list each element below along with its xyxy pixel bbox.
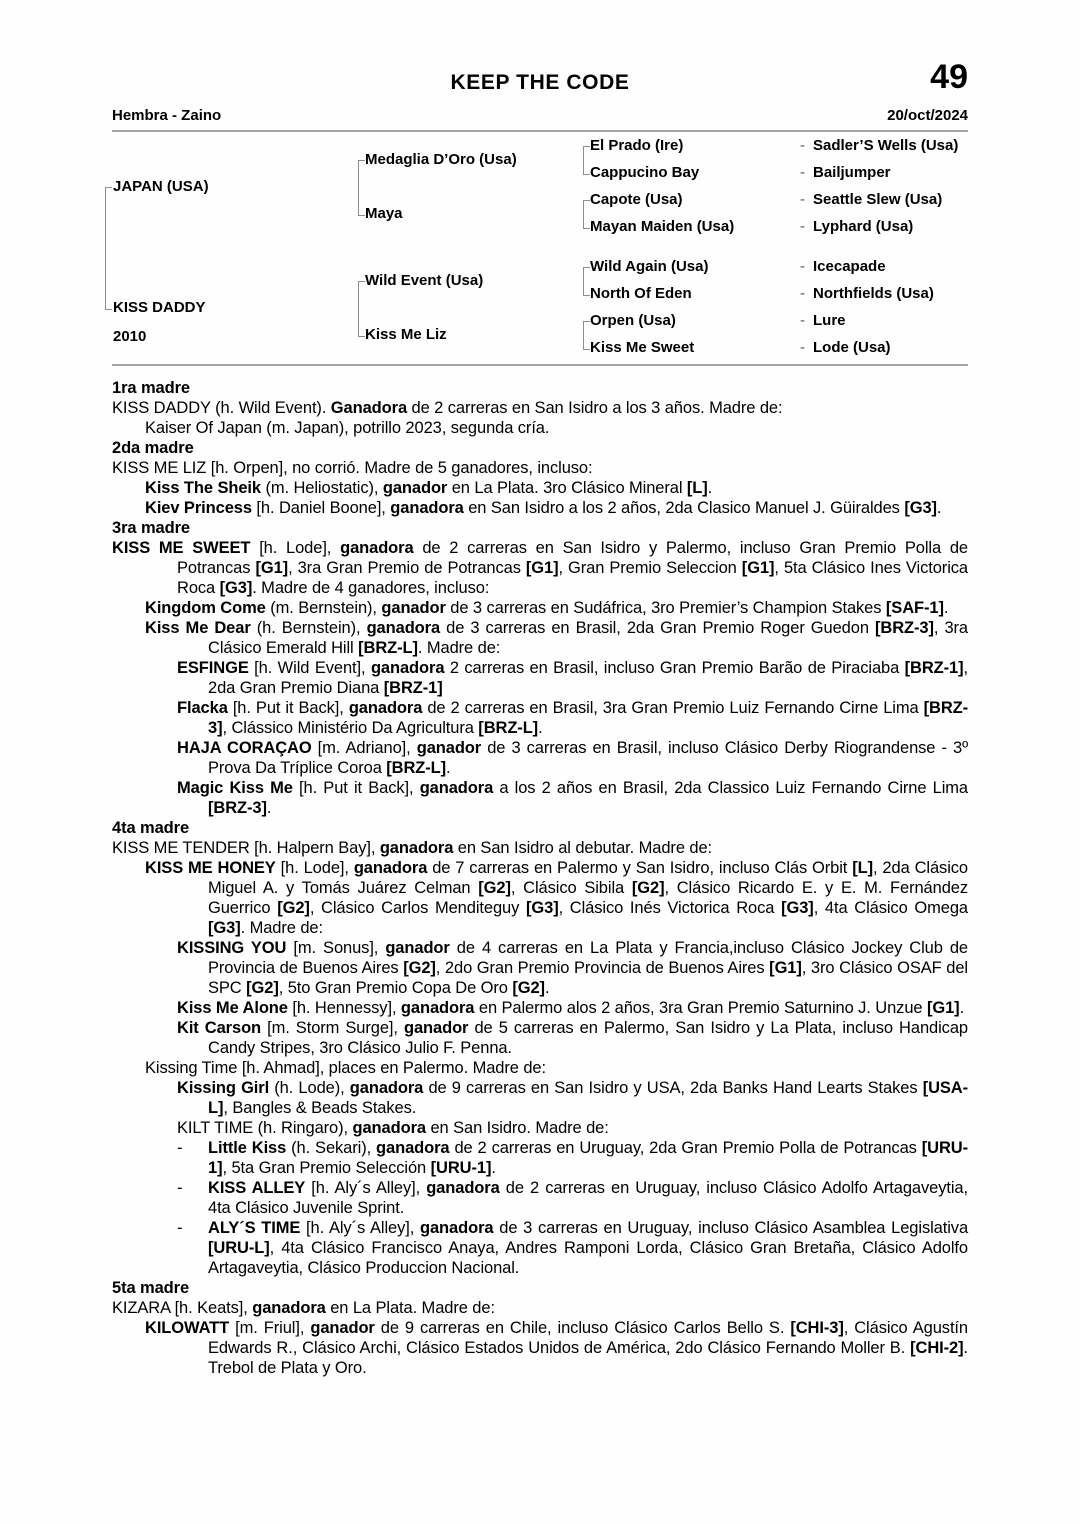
tree-connector-dash: - xyxy=(800,312,805,329)
text-run: , Clásico Agustín Edwards R., Clásico Archi, Clásico Estados Unidos de América, 2do Clásico Fernando Moller B. xyxy=(208,1319,968,1357)
bold-run: Flacka xyxy=(177,699,228,717)
text-run: , Gran Premio Seleccion xyxy=(558,559,742,577)
note-paragraph xyxy=(112,1318,968,1378)
pedigree-notes xyxy=(112,378,968,1378)
bold-run: [G3] xyxy=(525,899,559,917)
text-run: [h. Put it Back], xyxy=(292,779,420,797)
note-paragraph xyxy=(112,398,968,418)
text-run: . xyxy=(446,759,451,777)
text-run: [h. Lode], xyxy=(275,859,354,877)
note-paragraph xyxy=(112,998,968,1018)
subject-year: 2010 xyxy=(113,328,147,345)
bold-run: [G1] xyxy=(255,559,289,577)
bold-run: KILOWATT xyxy=(145,1319,230,1337)
ancestor-entry xyxy=(800,312,846,330)
bold-run: [BRZ-L] xyxy=(386,759,447,777)
text-run: , Clásico Ricardo E. y E. M. Fernández Guerrico xyxy=(208,879,968,917)
bold-run: ganadora xyxy=(349,1079,424,1097)
bold-run: Kiss Me Dear xyxy=(145,619,251,637)
bold-run: Magic Kiss Me xyxy=(177,779,293,797)
ancestor-entry xyxy=(800,285,934,303)
text-run: de 9 carreras en Chile, incluso Clásico Carlos Bello S. xyxy=(374,1319,791,1337)
bold-run: [BRZ-L] xyxy=(478,719,539,737)
bold-run: [G2] xyxy=(277,899,310,917)
sire-name: JAPAN (USA) xyxy=(113,178,209,195)
bold-run: KISS ALLEY xyxy=(208,1179,306,1197)
text-run: de 2 carreras en Brasil, 3ra Gran Premio Luiz Fernando Cirne Lima xyxy=(422,699,924,717)
note-paragraph xyxy=(112,1178,968,1218)
note-paragraph xyxy=(112,838,968,858)
text-run: [h. Aly´s Alley], xyxy=(300,1219,420,1237)
bold-run: ganador xyxy=(385,939,450,957)
text-run: de 2 carreras en San Isidro a los 3 años. Madre de: xyxy=(407,399,783,417)
text-run: (m. Heliostatic), xyxy=(260,479,383,497)
bold-run: [G1] xyxy=(926,999,960,1017)
text-run: , 5ta Clásico Ines Victorica Roca xyxy=(177,559,968,597)
note-paragraph xyxy=(112,658,968,698)
text-run: de 5 carreras en Palermo, San Isidro y La Plata, incluso Handicap Candy Stripes, 3ro Clásico Julio F. Penna. xyxy=(208,1019,968,1057)
note-paragraph xyxy=(112,738,968,778)
bold-run: ganadora xyxy=(400,999,475,1017)
ancestor-name: Kiss Me Sweet xyxy=(590,339,695,356)
text-run: de 2 carreras en Uruguay, 2da Gran Premio Polla de Potrancas xyxy=(449,1139,922,1157)
note-paragraph xyxy=(112,618,968,658)
text-run: , 2da Clásico Miguel A. y Tomás Juárez Celman xyxy=(208,859,968,897)
ancestor-name: North Of Eden xyxy=(590,285,692,302)
bold-run: ganadora xyxy=(366,619,441,637)
text-run: en La Plata. 3ro Clásico Mineral xyxy=(447,479,687,497)
text-run: . xyxy=(707,479,713,497)
bold-run: ganadora xyxy=(390,499,464,517)
bold-run: [BRZ-1] xyxy=(904,659,964,677)
bold-run: Kissing Girl xyxy=(177,1079,270,1097)
bold-run: [SAF-1] xyxy=(885,599,944,617)
ancestor-name: Lyphard (Usa) xyxy=(813,218,914,235)
bracket-line xyxy=(583,321,590,350)
bold-run: Kingdom Come xyxy=(145,599,266,617)
text-run: [h. Lode], xyxy=(250,539,341,557)
bold-run: [L] xyxy=(852,859,874,877)
text-run: de 3 carreras en Brasil, incluso Clásico Derby Riograndense - 3º Prova Da Tríplice Coroa xyxy=(208,739,968,777)
note-paragraph xyxy=(112,498,968,518)
text-run: KISS ME TENDER [h. Halpern Bay], xyxy=(112,839,380,857)
note-paragraph xyxy=(112,478,968,498)
ancestor-name: Kiss Me Liz xyxy=(365,326,447,343)
text-run: (m. Bernstein), xyxy=(265,599,382,617)
text-run: , 2da Gran Premio Diana xyxy=(208,659,968,697)
text-run: de 3 carreras en Sudáfrica, 3ro Premier’s Champion Stakes xyxy=(445,599,886,617)
page-title: KEEP THE CODE xyxy=(450,71,630,94)
bold-run: KISS ME HONEY xyxy=(145,859,276,877)
ancestor-name: Wild Again (Usa) xyxy=(590,258,709,275)
ancestor-name: Mayan Maiden (Usa) xyxy=(590,218,735,235)
text-run: , 5ta Gran Premio Selección xyxy=(222,1159,431,1177)
bracket-line xyxy=(358,160,365,216)
text-run: . xyxy=(959,999,965,1017)
bold-run: [USA-L] xyxy=(208,1079,969,1117)
section-heading: 1ra madre xyxy=(112,379,190,397)
bold-run: KISSING YOU xyxy=(177,939,287,957)
text-run: en Palermo alos 2 años, 3ra Gran Premio Saturnino J. Unzue xyxy=(474,999,927,1017)
text-run: de 3 carreras en Brasil, 2da Gran Premio Roger Guedon xyxy=(440,619,876,637)
ancestor-name: Northfields (Usa) xyxy=(813,285,934,302)
bold-run: [URU-1] xyxy=(430,1159,492,1177)
ancestor-name: El Prado (Ire) xyxy=(590,137,684,154)
ancestor-name: Orpen (Usa) xyxy=(590,312,676,329)
text-run: . xyxy=(943,599,949,617)
text-run: . xyxy=(266,799,272,817)
text-run: KIZARA [h. Keats], xyxy=(112,1299,253,1317)
bold-run: [G1] xyxy=(525,559,559,577)
text-run: en La Plata. Madre de: xyxy=(325,1299,495,1317)
bold-run: Little Kiss xyxy=(208,1139,287,1157)
ancestor-name: Capote (Usa) xyxy=(590,191,683,208)
bold-run: ganadora xyxy=(352,1119,426,1137)
bold-run: [G2] xyxy=(631,879,665,897)
section-heading: 2da madre xyxy=(112,439,194,457)
bold-run: [BRZ-3] xyxy=(208,699,969,737)
dash-bullet: - xyxy=(177,1139,183,1157)
text-run: a los 2 años en Brasil, 2da Classico Luiz Fernando Cirne Lima xyxy=(493,779,968,797)
section-heading: 4ta madre xyxy=(112,819,190,837)
note-paragraph xyxy=(112,1298,968,1318)
text-run: . xyxy=(538,719,543,737)
text-run: . Madre de: xyxy=(240,919,323,937)
note-paragraph xyxy=(112,778,968,818)
text-run: de 7 carreras en Palermo y San Isidro, incluso Clás Orbit xyxy=(427,859,853,877)
bracket-line xyxy=(583,267,590,296)
bold-run: Kit Carson xyxy=(177,1019,262,1037)
ancestor-name: Medaglia D’Oro (Usa) xyxy=(365,151,517,168)
ancestor-name: Icecapade xyxy=(813,258,886,275)
text-run: . xyxy=(936,499,942,517)
text-run: en San Isidro. Madre de: xyxy=(425,1119,609,1137)
note-paragraph xyxy=(112,458,968,478)
note-paragraph xyxy=(112,938,968,998)
bold-run: ganador xyxy=(403,1019,469,1037)
ancestor-entry xyxy=(800,339,891,357)
note-paragraph xyxy=(112,1058,968,1078)
text-run: de 2 carreras en San Isidro y Palermo, incluso Gran Premio Polla de Potrancas xyxy=(177,539,968,577)
bold-run: Ganadora xyxy=(330,399,408,417)
dash-bullet: - xyxy=(177,1219,183,1237)
text-run: KILT TIME (h. Ringaro), xyxy=(177,1119,353,1137)
note-paragraph xyxy=(112,1018,968,1058)
bold-run: ganadora xyxy=(348,699,423,717)
text-run: (h. Sekari), xyxy=(286,1139,377,1157)
bold-run: [G1] xyxy=(769,959,802,977)
text-run: , Bangles & Beads Stakes. xyxy=(223,1099,417,1117)
dash-bullet: - xyxy=(177,1179,183,1197)
text-run: [h. Daniel Boone], xyxy=(251,499,391,517)
pedigree-tree xyxy=(0,0,1080,370)
note-paragraph xyxy=(112,1118,968,1138)
bold-run: ganadora xyxy=(340,539,414,557)
bold-run: ganadora xyxy=(376,1139,450,1157)
bold-run: [G3] xyxy=(781,899,814,917)
text-run: [m. Adriano], xyxy=(311,739,417,757)
bold-run: ganadora xyxy=(379,839,454,857)
tree-bottom-rule xyxy=(112,364,968,366)
page-number: 49 xyxy=(930,58,968,96)
text-run: , 3ra Gran Premio de Potrancas xyxy=(288,559,526,577)
text-run: . Madre de: xyxy=(417,639,501,657)
text-run: , 4ta Clásico Francisco Anaya, Andres Ramponi Lorda, Clásico Gran Bretaña, Clásico Adolfo Artagaveytia, Clásico Produccion Nacional. xyxy=(208,1239,968,1277)
text-run: (h. Lode), xyxy=(269,1079,350,1097)
section-heading: 5ta madre xyxy=(112,1279,190,1297)
bold-run: [G2] xyxy=(512,979,545,997)
text-run: . Trebol de Plata y Oro. xyxy=(208,1339,968,1377)
text-run: , 2do Gran Premio Provincia de Buenos Aires xyxy=(435,959,770,977)
text-run: Kaiser Of Japan (m. Japan), potrillo 2023, segunda cría. xyxy=(145,419,550,437)
note-paragraph xyxy=(112,1078,968,1118)
bold-run: [BRZ-1] xyxy=(383,679,443,697)
tree-connector-dash: - xyxy=(800,285,805,302)
bold-run: [CHI-3] xyxy=(790,1319,844,1337)
bold-run: ganadora xyxy=(419,779,494,797)
bracket-line xyxy=(105,187,112,310)
catalog-date: 20/oct/2024 xyxy=(887,107,968,124)
bold-run: ganadora xyxy=(370,659,445,677)
bold-run: ganadora xyxy=(353,859,428,877)
tree-connector-dash: - xyxy=(800,218,805,235)
text-run: , Clássico Ministério Da Agricultura xyxy=(222,719,479,737)
tree-connector-dash: - xyxy=(800,258,805,275)
note-paragraph xyxy=(112,698,968,738)
text-run: [m. Sonus], xyxy=(286,939,386,957)
note-paragraph xyxy=(112,418,968,438)
text-run: [h. Hennessy], xyxy=(287,999,401,1017)
text-run: Kissing Time [h. Ahmad], places en Palermo. Madre de: xyxy=(145,1059,546,1077)
bold-run: Kiev Princess xyxy=(145,499,252,517)
bold-run: [BRZ-3] xyxy=(875,619,934,637)
bold-run: [CHI-2] xyxy=(910,1339,964,1357)
ancestor-name: Lode (Usa) xyxy=(813,339,891,356)
bold-run: [G3] xyxy=(208,919,241,937)
text-run: de 2 carreras en Uruguay, incluso Clásico Adolfo Artagaveytia, 4ta Clásico Juvenile Sprint. xyxy=(208,1179,968,1217)
text-run: de 3 carreras en Uruguay, incluso Clásico Asamblea Legislativa xyxy=(493,1219,969,1237)
text-run: [m. Storm Surge], xyxy=(261,1019,404,1037)
bold-run: ALY´S TIME xyxy=(208,1219,301,1237)
tree-connector-dash: - xyxy=(800,339,805,356)
text-run: , Clásico Carlos Menditeguy xyxy=(309,899,526,917)
ancestor-name: Maya xyxy=(365,205,403,222)
bold-run: [G2] xyxy=(246,979,279,997)
text-run: , Clásico Inés Victorica Roca xyxy=(558,899,782,917)
bracket-line xyxy=(358,281,365,337)
bold-run: [G2] xyxy=(478,879,511,897)
text-run: 2 carreras en Brasil, incluso Gran Premio Barão de Piraciaba xyxy=(444,659,905,677)
text-run: KISS ME LIZ [h. Orpen], no corrió. Madre de 5 ganadores, incluso: xyxy=(112,459,593,477)
bold-run: Kiss The Sheik xyxy=(145,479,261,497)
bold-run: ESFINGE xyxy=(177,659,249,677)
sex-coat-label: Hembra - Zaino xyxy=(112,107,222,124)
text-run: [h. Wild Event], xyxy=(248,659,371,677)
bold-run: Kiss Me Alone xyxy=(177,999,288,1017)
bold-run: [BRZ-3] xyxy=(208,799,267,817)
section-heading: 3ra madre xyxy=(112,519,190,537)
text-run: [h. Put it Back], xyxy=(227,699,349,717)
bold-run: [G1] xyxy=(741,559,775,577)
note-paragraph xyxy=(112,538,968,598)
bracket-line xyxy=(583,146,590,175)
text-run: en San Isidro a los 2 años, 2da Clasico Manuel J. Güiraldes xyxy=(463,499,905,517)
ancestor-name: Bailjumper xyxy=(813,164,891,181)
tree-connector-dash: - xyxy=(800,191,805,208)
text-run: en San Isidro al debutar. Madre de: xyxy=(453,839,713,857)
text-run: , 4ta Clásico Omega xyxy=(813,899,968,917)
ancestor-name: Seattle Slew (Usa) xyxy=(813,191,943,208)
bold-run: ganador xyxy=(310,1319,375,1337)
text-run: (h. Bernstein), xyxy=(250,619,367,637)
bold-run: [G3] xyxy=(904,499,937,517)
tree-connector-dash: - xyxy=(800,137,805,154)
text-run: , 3ro Clásico OSAF del SPC xyxy=(208,959,968,997)
text-run: , Clásico Sibila xyxy=(510,879,632,897)
bold-run: ganador xyxy=(381,599,446,617)
text-run: . xyxy=(491,1159,496,1177)
note-paragraph xyxy=(112,1138,968,1178)
bold-run: [G3] xyxy=(219,579,253,597)
bold-run: ganador xyxy=(416,739,482,757)
text-run: , 5to Gran Premio Copa De Oro xyxy=(278,979,513,997)
note-paragraph xyxy=(112,598,968,618)
note-paragraph xyxy=(112,858,968,938)
text-run: . Madre de 4 ganadores, incluso: xyxy=(252,579,490,597)
text-run: de 4 carreras en La Plata y Francia,incluso Clásico Jockey Club de Provincia de Buenos Aires xyxy=(208,939,968,977)
bold-run: KISS ME SWEET xyxy=(112,539,251,557)
ancestor-entry xyxy=(800,191,942,209)
bold-run: HAJA CORAÇAO xyxy=(177,739,312,757)
note-paragraph xyxy=(112,1218,968,1278)
text-run: de 9 carreras en San Isidro y USA, 2da Banks Hand Learts Stakes xyxy=(423,1079,923,1097)
ancestor-entry xyxy=(800,137,958,155)
bold-run: [BRZ-L] xyxy=(358,639,418,657)
ancestor-name: Sadler’S Wells (Usa) xyxy=(813,137,959,154)
text-run: , 3ra Clásico Emerald Hill xyxy=(208,619,969,657)
bold-run: [URU-L] xyxy=(208,1239,270,1257)
ancestor-name: Cappucino Bay xyxy=(590,164,700,181)
ancestor-entry xyxy=(800,258,886,276)
text-run: . xyxy=(544,979,550,997)
bold-run: ganadora xyxy=(426,1179,500,1197)
bold-run: ganadora xyxy=(252,1299,326,1317)
bracket-line xyxy=(583,200,590,229)
bold-run: ganador xyxy=(382,479,448,497)
text-run: [m. Friul], xyxy=(229,1319,311,1337)
bold-run: ganadora xyxy=(420,1219,494,1237)
bold-run: [URU-1] xyxy=(208,1139,968,1177)
bold-run: [G2] xyxy=(403,959,436,977)
bold-run: [L] xyxy=(686,479,708,497)
subject-name: KISS DADDY xyxy=(113,299,206,316)
tree-connector-dash: - xyxy=(800,164,805,181)
ancestor-entry xyxy=(800,218,913,236)
text-run: KISS DADDY (h. Wild Event). xyxy=(112,399,331,417)
ancestor-name: Lure xyxy=(813,312,846,329)
ancestor-entry xyxy=(800,164,891,182)
ancestor-name: Wild Event (Usa) xyxy=(365,272,484,289)
text-run: [h. Aly´s Alley], xyxy=(305,1179,427,1197)
